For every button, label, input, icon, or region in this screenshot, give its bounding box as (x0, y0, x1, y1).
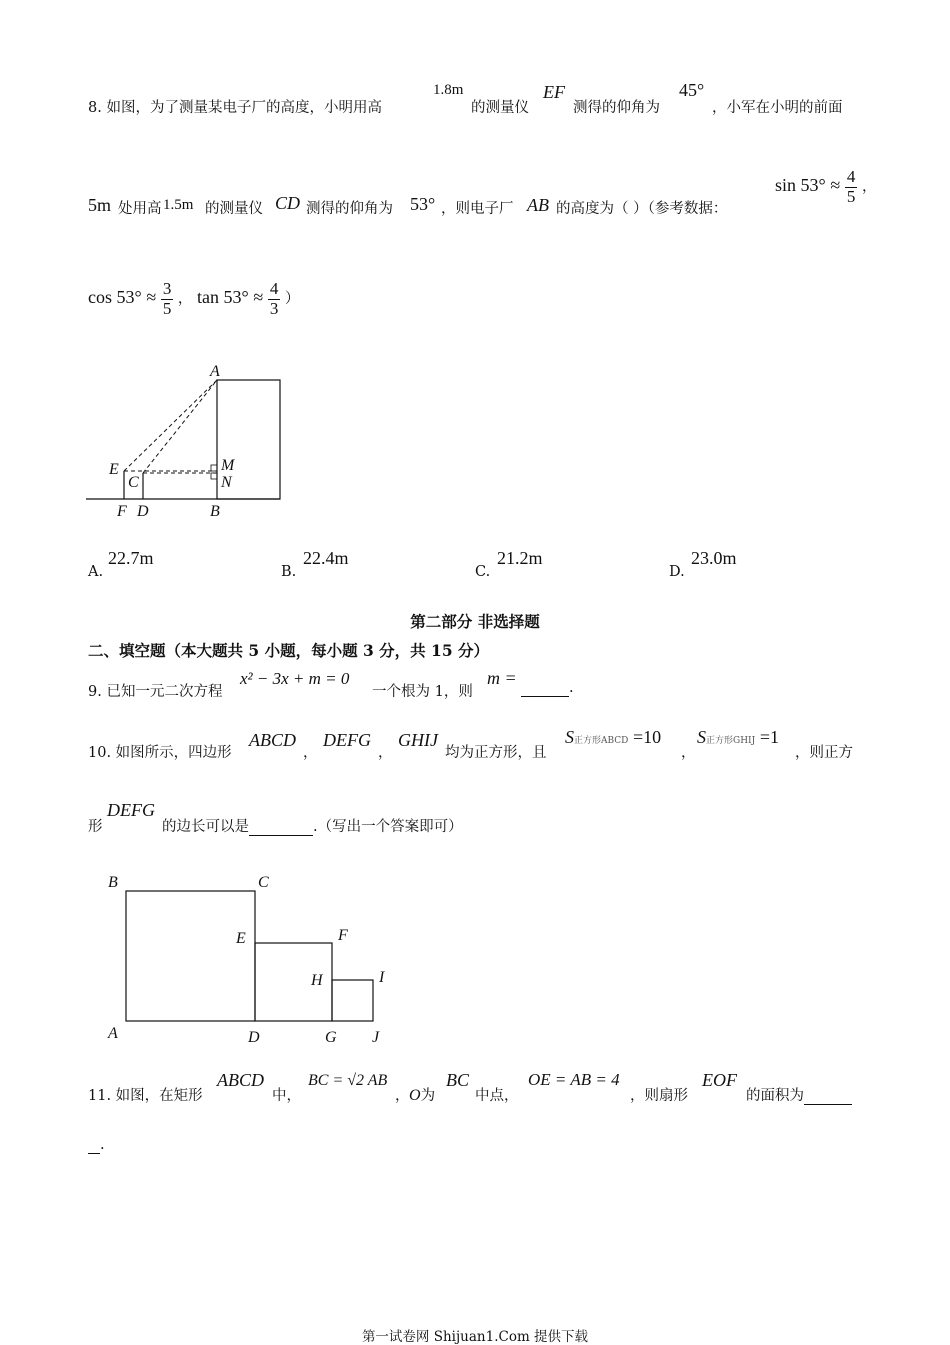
q9-answer-blank[interactable] (521, 680, 569, 697)
label-m: M (221, 457, 235, 474)
q10-mid: 均为正方形，且 (445, 745, 547, 761)
option-c-letter: C. (475, 564, 491, 580)
label-n: N (221, 474, 232, 491)
q9-m-eq: m = (487, 668, 517, 688)
q10-s-ghij (697, 727, 779, 748)
q9-mid: 一个根为 1，则 (372, 684, 473, 700)
q8-text-c: 测得的仰角为 (573, 100, 660, 116)
q8-text-d: ，小军在小明的前面 (712, 100, 843, 116)
option-d-value: 23.0m (691, 548, 737, 568)
q10-defg: DEFG (323, 730, 371, 750)
cos-comma: ， (177, 291, 193, 308)
sin-fraction (845, 168, 858, 206)
page-footer: 第一试卷网 Shijuan1.Com 提供下载 (361, 1329, 589, 1345)
section2-title: 二、填空题（本大题共 5 小题，每小题 3 分，共 15 分） (88, 641, 490, 660)
q11-post: 的面积为 (746, 1088, 804, 1104)
q8-options (88, 548, 868, 582)
q10-defg2: DEFG (107, 800, 155, 820)
q11-comma1: ， (395, 1088, 410, 1104)
q10-s-abcd (565, 727, 661, 748)
q11-mid3: ，则扇形 (630, 1088, 688, 1104)
q8-sin-ref (775, 168, 876, 206)
sin-comma: ， (861, 179, 877, 196)
sin-num: 4 (846, 167, 856, 186)
q11-bc: BC (446, 1070, 470, 1090)
sin-label: sin 53° (775, 175, 826, 196)
q8-text-h: ，则电子厂 (441, 201, 514, 217)
tan-den: 3 (269, 298, 279, 318)
option-a-letter: A. (88, 564, 104, 580)
q9-equation: x² − 3x + m = 0 (240, 669, 350, 688)
option-a-value: 22.7m (108, 548, 154, 568)
q10-l2-post: .（写出一个答案即可） (313, 819, 463, 835)
label-c: C (128, 474, 139, 491)
q10-comma3: ， (681, 745, 696, 761)
cos-den: 5 (162, 298, 172, 318)
option-c-value: 21.2m (497, 548, 543, 568)
q10-figure (100, 868, 400, 1048)
q8-text-e: 处用高 (118, 201, 162, 217)
label-e: E (236, 930, 246, 947)
q10-comma2: ， (378, 745, 393, 761)
label-g: G (325, 1029, 337, 1046)
tan-num: 4 (269, 279, 279, 298)
q10-pre: 10. 如图所示，四边形 (88, 745, 232, 761)
s-value: =10 (633, 727, 662, 747)
q11-oe-eq: OE = AB = 4 (528, 1070, 620, 1089)
q10-abcd: ABCD (249, 730, 296, 750)
option-d-letter: D. (669, 564, 685, 580)
s-symbol: S (697, 727, 706, 747)
q11-answer-blank[interactable] (804, 1088, 852, 1105)
tan-fraction (268, 280, 281, 318)
q8-dist: 5m (88, 195, 112, 215)
sin-den: 5 (846, 186, 856, 206)
q11-answer-blank-cont[interactable] (88, 1137, 100, 1154)
q10-comma1: ， (303, 745, 318, 761)
s-subscript: 正方形ABCD (574, 736, 629, 746)
label-d: D (248, 1029, 260, 1046)
label-b: B (108, 874, 118, 891)
label-e: E (109, 461, 119, 478)
label-j: J (372, 1029, 380, 1046)
label-f: F (117, 503, 127, 520)
q11-eof: EOF (702, 1070, 737, 1090)
right-angle-mark-m (211, 465, 217, 471)
q11-bc-eq: BC = √2 AB (308, 1072, 388, 1089)
label-a: A (210, 363, 220, 380)
option-b-letter: B. (281, 564, 297, 580)
q8-line1 (88, 96, 382, 117)
tan-label: tan 53° (197, 287, 249, 308)
q8-text-g: 测得的仰角为 (306, 201, 393, 217)
q9-period: . (569, 680, 574, 696)
q10-answer-area (162, 815, 463, 836)
label-i: I (379, 969, 385, 986)
q11-answer-area (746, 1084, 852, 1105)
q11-o-line (409, 1084, 435, 1105)
label-d: D (137, 503, 149, 520)
part2-title: 第二部分 非选择题 (410, 612, 540, 631)
q10-ghij: GHIJ (398, 730, 438, 750)
line-ea (124, 380, 217, 471)
q9-pre: 9. 已知一元二次方程 (88, 684, 223, 700)
q8-ab: AB (527, 195, 549, 215)
cos-num: 3 (162, 279, 172, 298)
q8-height-xj: 1.5m (163, 197, 194, 213)
q11-abcd: ABCD (217, 1070, 264, 1090)
label-c: C (258, 874, 269, 891)
label-h: H (311, 972, 323, 989)
q11-mid2: 中点， (475, 1088, 519, 1104)
approx-sign: ≈ (146, 287, 157, 308)
right-angle-mark-n (211, 473, 217, 479)
square-ghij (332, 980, 373, 1021)
approx-sign: ≈ (253, 287, 264, 308)
q10-post: ，则正方 (795, 745, 853, 761)
label-b: B (210, 503, 220, 520)
q11-wei: 为 (420, 1088, 436, 1104)
q10-l2-pre: 形 (88, 819, 103, 835)
cos-fraction (161, 280, 174, 318)
q8-height-xm: 1.8m (433, 82, 464, 98)
s-symbol: S (565, 727, 574, 747)
q8-figure (80, 360, 300, 525)
s-subscript: 正方形GHIJ (706, 736, 756, 746)
cos-label: cos 53° (88, 287, 142, 308)
q11-o: O (409, 1087, 421, 1104)
q8-text-i: 的高度为（ ）（参考数据： (556, 201, 728, 217)
close-paren: ） (284, 291, 300, 308)
q11-mid1: 中， (272, 1088, 301, 1104)
q8-text-f: 的测量仪 (205, 201, 263, 217)
label-f: F (338, 927, 348, 944)
q8-cos-tan-ref (88, 280, 299, 318)
q8-angle45: 45° (679, 80, 705, 100)
s-value: =1 (759, 727, 779, 747)
q9-answer-area (521, 680, 574, 697)
line-ca (143, 380, 217, 473)
q8-ef: EF (543, 82, 565, 102)
q11-pre: 11. 如图，在矩形 (88, 1088, 203, 1104)
label-a: A (108, 1025, 118, 1042)
square-abcd (126, 891, 255, 1021)
q8-angle53: 53° (410, 194, 436, 214)
q8-text-b: 的测量仪 (471, 100, 529, 116)
q8-cd: CD (275, 193, 301, 213)
q10-l2-mid: 的边长可以是 (162, 819, 249, 835)
q11-line2 (88, 1137, 105, 1154)
q11-period: . (100, 1137, 105, 1153)
approx-sign: ≈ (830, 175, 841, 196)
option-b-value: 22.4m (303, 548, 349, 568)
q8-text-a: 8. 如图，为了测量某电子厂的高度，小明用高 (88, 100, 382, 116)
q10-answer-blank[interactable] (249, 819, 313, 836)
